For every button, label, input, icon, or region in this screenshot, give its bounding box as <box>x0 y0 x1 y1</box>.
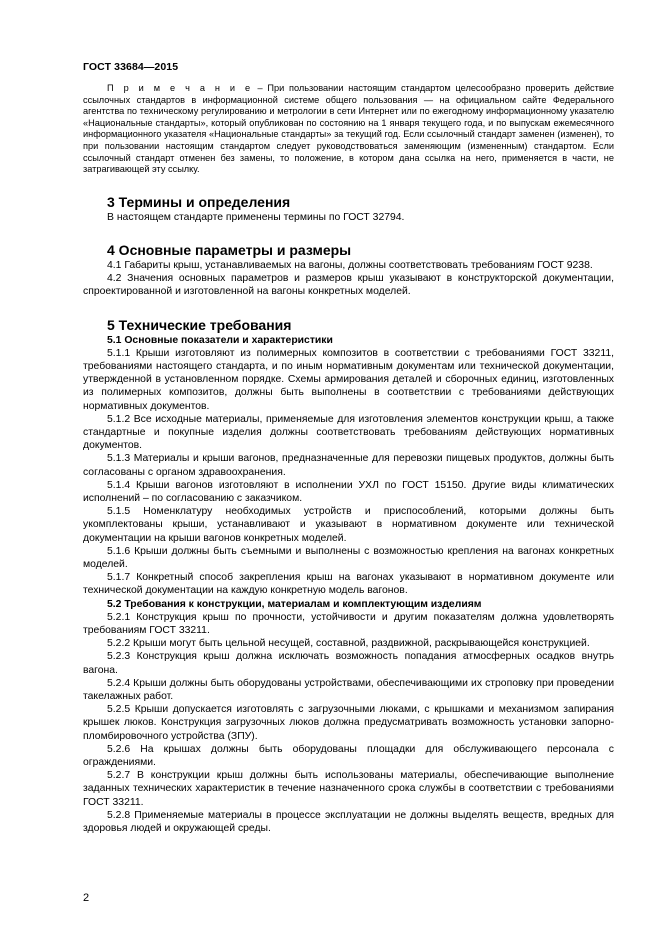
paragraph-5-1-4: 5.1.4 Крыши вагонов изготовляют в исполнении УХЛ по ГОСТ 15150. Другие виды климатических исполнений – по согласованию с заказчиком. <box>83 479 614 504</box>
paragraph-5-1-1: 5.1.1 Крыши изготовляют из полимерных композитов в соответствии с требованиями ГОСТ 33211, требованиями настоящего стандарта, и по иным нормативным документам или технической документации, утвержденной в установленном порядке. Схемы армирования деталей и сборочных единиц, изготовленных из полимерных композитов, должны быть выполнены в соответствии с требованиями действующих нормативных документов. <box>83 347 614 412</box>
document-body <box>83 83 614 835</box>
note-label: П р и м е ч а н и е <box>107 83 253 93</box>
paragraph-5-2-4: 5.2.4 Крыши должны быть оборудованы устройствами, обеспечивающими их строповку при проведении такелажных работ. <box>83 677 614 703</box>
paragraph-4-1: 4.1 Габариты крыш, устанавливаемых на вагоны, должны соответствовать требованиям ГОСТ 9238. <box>107 259 593 271</box>
paragraph-5-1-2: 5.1.2 Все исходные материалы, применяемые для изготовления элементов конструкции крыш, а также стандартные и покупные изделия должны соответствовать требованиям действующих нормативных документов. <box>83 413 614 452</box>
section-5-title: 5 Технические требования <box>107 316 292 333</box>
section-3-title: 3 Термины и определения <box>107 193 291 210</box>
paragraph-5-2-1: 5.2.1 Конструкция крыш по прочности, устойчивости и другим показателям должна удовлетворять требованиям ГОСТ 33211. <box>83 611 614 637</box>
paragraph-5-2-8: 5.2.8 Применяемые материалы в процессе эксплуатации не должны выделять веществ, вредных для здоровья людей и окружающей среды. <box>83 809 614 835</box>
paragraph-5-2-2: 5.2.2 Крыши могут быть цельной несущей, составной, раздвижной, раскрывающейся конструкцией. <box>107 638 590 650</box>
section-3-text: В настоящем стандарте применены термины по ГОСТ 32794. <box>107 211 405 223</box>
paragraph-5-1-5: 5.1.5 Номенклатуру необходимых устройств и приспособлений, которыми должны быть укомплектованы крыши, устанавливают и указывают в нормативном документе или технической документации на крыши вагонов конкретных моделей. <box>83 506 614 544</box>
document-header: ГОСТ 33684—2015 <box>83 61 179 73</box>
section-4-title: 4 Основные параметры и размеры <box>107 241 352 258</box>
subsection-5-2-title: 5.2 Требования к конструкции, материалам и комплектующим изделиям <box>107 598 482 610</box>
paragraph-5-2-3: 5.2.3 Конструкция крыш должна исключать возможность попадания атмосферных осадков внутрь вагона. <box>83 651 614 676</box>
paragraph-5-1-6: 5.1.6 Крыши должны быть съемными и выполнены с возможностью крепления на вагонах конкретных моделей. <box>83 545 614 571</box>
paragraph-4-2: 4.2 Значения основных параметров и размеров крыш указывают в конструкторской документации, спроектированной и изготовленной на вагоны конкретных моделей. <box>83 273 614 298</box>
paragraph-5-1-3: 5.1.3 Материалы и крыши вагонов, предназначенные для перевозки пищевых продуктов, должны быть согласованы с органом здравоохранения. <box>83 453 614 478</box>
subsection-5-1-title: 5.1 Основные показатели и характеристики <box>107 334 333 346</box>
paragraph-5-2-7: 5.2.7 В конструкции крыш должны быть использованы материалы, обеспечивающие выполнение заданных технических характеристик в течение назначенного срока службы в соответствии с требованиями ГОСТ 33211. <box>83 770 614 808</box>
paragraph-5-1-7: 5.1.7 Конкретный способ закрепления крыш на вагонах указывают в нормативном документе или технической документации на каждую конкретную модель вагонов. <box>83 572 614 597</box>
paragraph-5-2-5: 5.2.5 Крыши допускается изготовлять с загрузочными люками, с крышками и механизмом запирания крышек люков. Конструкция загрузочных люков должна предусматривать возможность установки запорно-пломбировочного устройства (ЗПУ). <box>83 704 614 742</box>
page-number: 2 <box>83 892 90 904</box>
reference-note <box>83 83 614 176</box>
paragraph-5-2-6: 5.2.6 На крышах должны быть оборудованы площадки для обслуживающего персонала с ограждениями. <box>83 743 614 769</box>
note-text: – При пользовании настоящим стандартом целесообразно проверить действие ссылочных стандартов в информационной системе общего пользования — на официальном сайте Федерального агентства по техническому регулированию и метрологии в сети Интернет или по ежегодному информационному указателю «Национальные стандарты», который опубликован по состоянию на 1 января текущего года, и по выпускам ежемесячного информационного указателя «Национальные стандарты» за текущий год. Если ссылочный стандарт заменен (изменен), то при пользовании настоящим стандартом следует руководствоваться заменяющим (измененным) стандартом. Если ссылочный стандарт отменен без замены, то положение, в котором дана ссылка на него, применяется в части, не затрагивающей эту ссылку. <box>83 83 614 175</box>
